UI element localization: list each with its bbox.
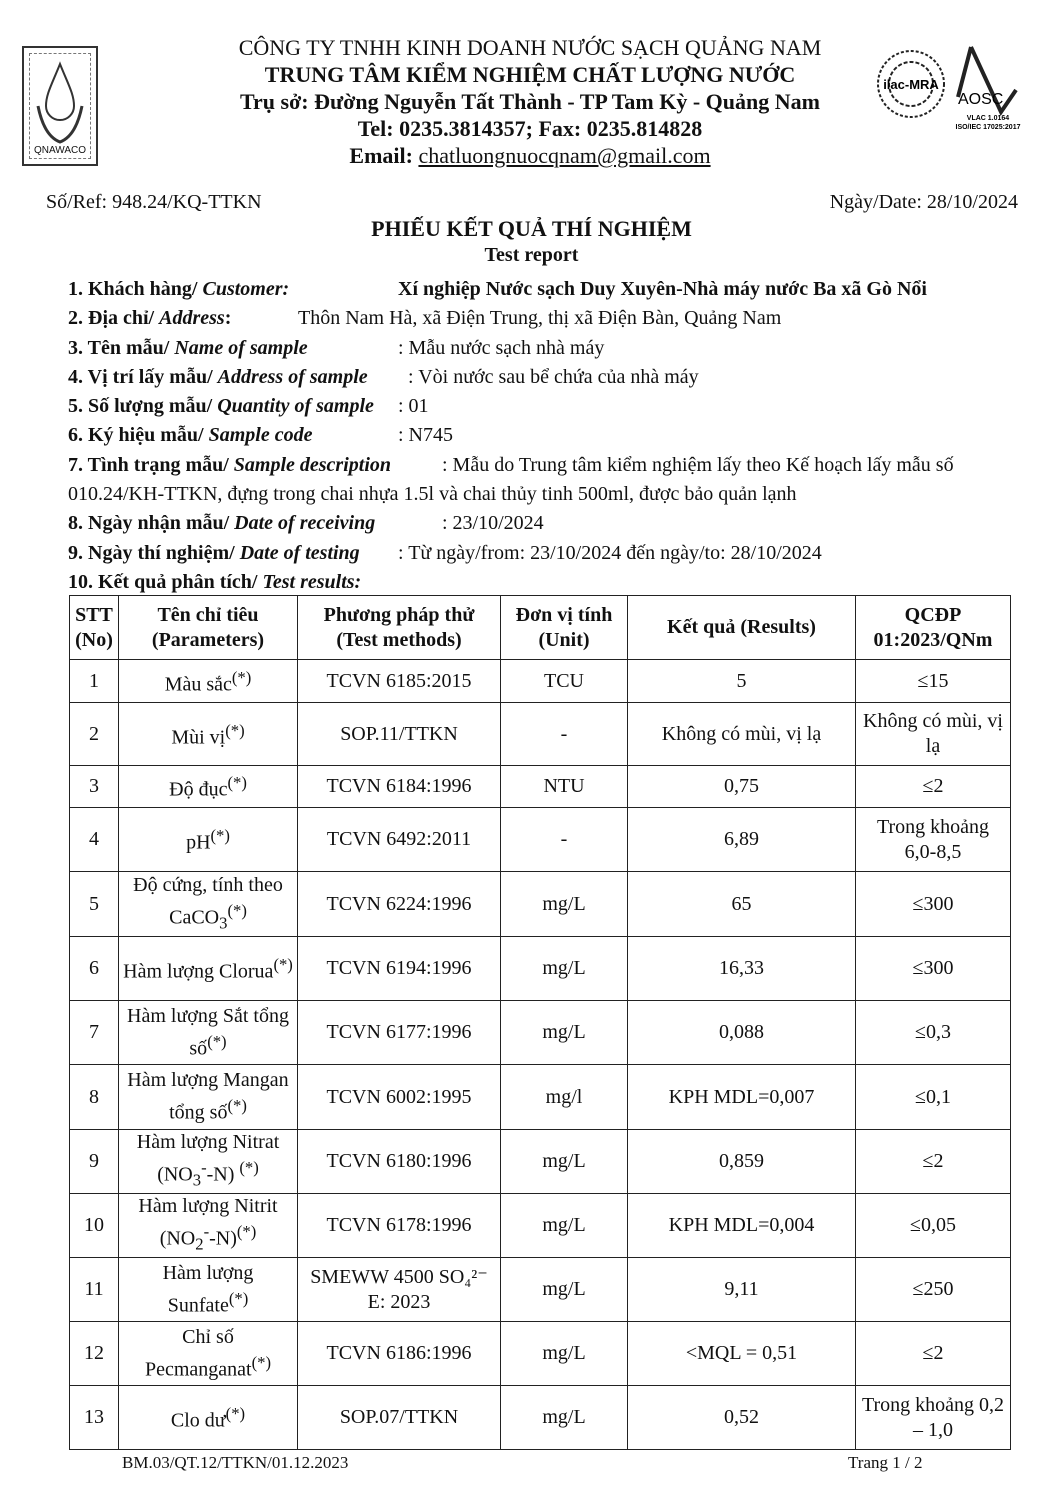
table-row bbox=[70, 937, 1011, 1001]
result-value: 5 bbox=[628, 660, 856, 703]
parameter-name: Hàm lượng Sắt tổng số(*) bbox=[119, 1001, 298, 1065]
sample-info bbox=[68, 275, 1018, 597]
parameter-name: Chỉ số Pecmanganat(*) bbox=[119, 1322, 298, 1386]
test-method: TCVN 6224:1996 bbox=[298, 872, 501, 937]
page-number: Trang 1 / 2 bbox=[848, 1453, 923, 1472]
form-code: BM.03/QT.12/TTKN/01.12.2023 bbox=[122, 1453, 349, 1472]
table-row bbox=[70, 703, 1011, 766]
standard-limit: ≤0,05 bbox=[856, 1194, 1011, 1258]
info-row bbox=[68, 275, 1018, 304]
test-method: TCVN 6492:2011 bbox=[298, 808, 501, 872]
report-title: PHIẾU KẾT QUẢ THÍ NGHIỆM bbox=[371, 216, 692, 241]
unit: TCU bbox=[501, 660, 628, 703]
parameter-name: Hàm lượng Sunfate(*) bbox=[119, 1258, 298, 1322]
table-row bbox=[70, 766, 1011, 808]
row-number: 6 bbox=[70, 937, 119, 1001]
info-row bbox=[68, 392, 1018, 421]
test-method: TCVN 6185:2015 bbox=[298, 660, 501, 703]
info-value: : N745 bbox=[398, 424, 453, 447]
table-row bbox=[70, 660, 1011, 703]
result-value: 0,088 bbox=[628, 1001, 856, 1065]
parameter-name: pH(*) bbox=[119, 808, 298, 872]
result-value: KPH MDL=0,007 bbox=[628, 1065, 856, 1130]
table-row bbox=[70, 1258, 1011, 1322]
column-header: Đơn vị tính (Unit) bbox=[501, 596, 628, 660]
parameter-name: Hàm lượng Nitrat $(NO_3^--N)$ (*) bbox=[119, 1130, 298, 1194]
info-value: : Từ ngày/from: 23/10/2024 đến ngày/to: 28/10/2024 bbox=[398, 541, 822, 564]
info-value: Thôn Nam Hà, xã Điện Trung, thị xã Điện Bàn, Quảng Nam bbox=[298, 307, 782, 330]
info-row bbox=[68, 451, 1018, 480]
standard-limit: ≤0,3 bbox=[856, 1001, 1011, 1065]
standard-limit: ≤0,1 bbox=[856, 1065, 1011, 1130]
info-label: 1. Khách hàng/ Customer: bbox=[68, 278, 290, 300]
info-value: Xí nghiệp Nước sạch Duy Xuyên-Nhà máy nước Ba xã Gò Nổi bbox=[398, 278, 927, 300]
row-number: 2 bbox=[70, 703, 119, 766]
row-number: 1 bbox=[70, 660, 119, 703]
water-drop-icon bbox=[24, 56, 96, 146]
test-method: SMEWW 4500 SO₄²⁻ E: 2023 bbox=[298, 1258, 501, 1322]
center-name: TRUNG TÂM KIỂM NGHIỆM CHẤT LƯỢNG NƯỚC bbox=[264, 62, 796, 87]
parameter-name: Hàm lượng Nitrit $(NO_2^--N)^{(*)}$ bbox=[119, 1194, 298, 1258]
standard-limit: Trong khoảng 0,2 – 1,0 bbox=[856, 1386, 1011, 1450]
table-row bbox=[70, 1194, 1011, 1258]
ilac-logo-text: ilac-MRA bbox=[883, 77, 939, 92]
letterhead bbox=[180, 34, 880, 169]
unit: mg/L bbox=[501, 937, 628, 1001]
svg-text:ISO/IEC 17025:2017: ISO/IEC 17025:2017 bbox=[955, 124, 1021, 131]
email-label: Email: bbox=[349, 143, 413, 168]
column-header: Tên chỉ tiêu (Parameters) bbox=[119, 596, 298, 660]
info-label: 7. Tình trạng mẫu/ Sample description bbox=[68, 453, 392, 476]
info-row bbox=[68, 480, 1018, 509]
parameter-name: Độ cứng, tính theo CaCO$_3$(*) bbox=[119, 872, 298, 937]
row-number: 7 bbox=[70, 1001, 119, 1065]
test-method: TCVN 6194:1996 bbox=[298, 937, 501, 1001]
standard-limit: ≤2 bbox=[856, 766, 1011, 808]
row-number: 9 bbox=[70, 1130, 119, 1194]
parameter-name: Hàm lượng Clorua(*) bbox=[119, 937, 298, 1001]
info-row bbox=[68, 568, 1018, 597]
info-label: 10. Kết quả phân tích/ Test results: bbox=[68, 570, 362, 593]
result-value: 0,75 bbox=[628, 766, 856, 808]
test-method: SOP.07/TTKN bbox=[298, 1386, 501, 1450]
column-header: Phương pháp thử (Test methods) bbox=[298, 596, 501, 660]
info-label: 8. Ngày nhận mẫu/ Date of receiving bbox=[68, 512, 376, 535]
info-label: 6. Ký hiệu mẫu/ Sample code bbox=[68, 424, 313, 447]
result-value: 0,52 bbox=[628, 1386, 856, 1450]
row-number: 8 bbox=[70, 1065, 119, 1130]
logo-text: QNAWACO bbox=[33, 145, 87, 156]
unit: mg/L bbox=[501, 872, 628, 937]
results-table bbox=[69, 595, 1011, 1450]
result-value: KPH MDL=0,004 bbox=[628, 1194, 856, 1258]
result-value: <MQL = 0,51 bbox=[628, 1322, 856, 1386]
unit: mg/L bbox=[501, 1194, 628, 1258]
result-value: 0,859 bbox=[628, 1130, 856, 1194]
info-label: 9. Ngày thí nghiệm/ Date of testing bbox=[68, 541, 360, 564]
test-method: TCVN 6177:1996 bbox=[298, 1001, 501, 1065]
parameter-name: Clo dư(*) bbox=[119, 1386, 298, 1450]
address: Trụ sở: Đường Nguyễn Tất Thành - TP Tam Kỳ - Quảng Nam bbox=[240, 89, 820, 114]
info-row bbox=[68, 334, 1018, 363]
column-header: QCĐP 01:2023/QNm bbox=[856, 596, 1011, 660]
info-row bbox=[68, 304, 1018, 333]
standard-limit: ≤300 bbox=[856, 872, 1011, 937]
table-row bbox=[70, 808, 1011, 872]
test-method: TCVN 6178:1996 bbox=[298, 1194, 501, 1258]
parameter-name: Hàm lượng Mangan tổng số(*) bbox=[119, 1065, 298, 1130]
test-method: TCVN 6002:1995 bbox=[298, 1065, 501, 1130]
row-number: 3 bbox=[70, 766, 119, 808]
info-value: : Mẫu nước sạch nhà máy bbox=[398, 336, 605, 359]
table-row bbox=[70, 1386, 1011, 1450]
unit: NTU bbox=[501, 766, 628, 808]
row-number: 11 bbox=[70, 1258, 119, 1322]
standard-limit: Trong khoảng 6,0-8,5 bbox=[856, 808, 1011, 872]
standard-limit: ≤2 bbox=[856, 1322, 1011, 1386]
result-value: 65 bbox=[628, 872, 856, 937]
info-value: 010.24/KH-TTKN, đựng trong chai nhựa 1.5l và chai thủy tinh 500ml, được bảo quản lạnh bbox=[68, 483, 797, 506]
parameter-name: Màu sắc(*) bbox=[119, 660, 298, 703]
row-number: 10 bbox=[70, 1194, 119, 1258]
parameter-name: Độ đục(*) bbox=[119, 766, 298, 808]
info-value: : 01 bbox=[398, 395, 429, 418]
result-value: 9,11 bbox=[628, 1258, 856, 1322]
company-logo bbox=[22, 46, 98, 166]
info-row bbox=[68, 539, 1018, 568]
row-number: 4 bbox=[70, 808, 119, 872]
result-value: Không có mùi, vị lạ bbox=[628, 703, 856, 766]
standard-limit: ≤250 bbox=[856, 1258, 1011, 1322]
table-row bbox=[70, 1130, 1011, 1194]
unit: mg/L bbox=[501, 1001, 628, 1065]
column-header: STT (No) bbox=[70, 596, 119, 660]
unit: mg/L bbox=[501, 1322, 628, 1386]
info-row bbox=[68, 363, 1018, 392]
row-number: 5 bbox=[70, 872, 119, 937]
result-value: 6,89 bbox=[628, 808, 856, 872]
row-number: 13 bbox=[70, 1386, 119, 1450]
accreditation-logos bbox=[876, 42, 1046, 137]
email-link[interactable]: chatluongnuocqnam@gmail.com bbox=[418, 143, 711, 168]
standard-limit: ≤300 bbox=[856, 937, 1011, 1001]
info-row bbox=[68, 509, 1018, 538]
unit: - bbox=[501, 808, 628, 872]
parameter-name: Mùi vị(*) bbox=[119, 703, 298, 766]
unit: - bbox=[501, 703, 628, 766]
table-row bbox=[70, 1001, 1011, 1065]
info-label: 3. Tên mẫu/ Name of sample bbox=[68, 336, 308, 359]
aosc-logo-text: AOSC bbox=[958, 91, 1004, 108]
info-label: 5. Số lượng mẫu/ Quantity of sample bbox=[68, 395, 374, 418]
info-label: 4. Vị trí lấy mẫu/ Address of sample bbox=[68, 365, 368, 388]
reference-number: Số/Ref: 948.24/KQ-TTKN bbox=[46, 191, 262, 213]
table-header-row bbox=[70, 596, 1011, 660]
report-date: Ngày/Date: 28/10/2024 bbox=[829, 191, 1018, 213]
svg-text:VLAC 1.0164: VLAC 1.0164 bbox=[966, 115, 1010, 122]
report-title-block bbox=[0, 216, 1063, 267]
unit: mg/L bbox=[501, 1258, 628, 1322]
test-method: TCVN 6184:1996 bbox=[298, 766, 501, 808]
report-subtitle: Test report bbox=[484, 244, 579, 266]
table-row bbox=[70, 872, 1011, 937]
unit: mg/L bbox=[501, 1386, 628, 1450]
standard-limit: ≤15 bbox=[856, 660, 1011, 703]
table-row bbox=[70, 1065, 1011, 1130]
test-method: SOP.11/TTKN bbox=[298, 703, 501, 766]
unit: mg/l bbox=[501, 1065, 628, 1130]
column-header: Kết quả (Results) bbox=[628, 596, 856, 660]
tel-fax: Tel: 0235.3814357; Fax: 0235.814828 bbox=[357, 116, 703, 141]
row-number: 12 bbox=[70, 1322, 119, 1386]
info-row bbox=[68, 421, 1018, 450]
standard-limit: Không có mùi, vị lạ bbox=[856, 703, 1011, 766]
unit: mg/L bbox=[501, 1130, 628, 1194]
table-row bbox=[70, 1322, 1011, 1386]
info-value: : Mẫu do Trung tâm kiểm nghiệm lấy theo Kế hoạch lấy mẫu số bbox=[442, 453, 954, 476]
company-name: CÔNG TY TNHH KINH DOANH NƯỚC SẠCH QUẢNG NAM bbox=[238, 35, 822, 60]
result-value: 16,33 bbox=[628, 937, 856, 1001]
test-method: TCVN 6186:1996 bbox=[298, 1322, 501, 1386]
info-label: 2. Địa chỉ/ Address: bbox=[68, 307, 232, 330]
info-value: : Vòi nước sau bể chứa của nhà máy bbox=[408, 365, 699, 388]
info-value: : 23/10/2024 bbox=[442, 512, 544, 535]
standard-limit: ≤2 bbox=[856, 1130, 1011, 1194]
test-method: TCVN 6180:1996 bbox=[298, 1130, 501, 1194]
